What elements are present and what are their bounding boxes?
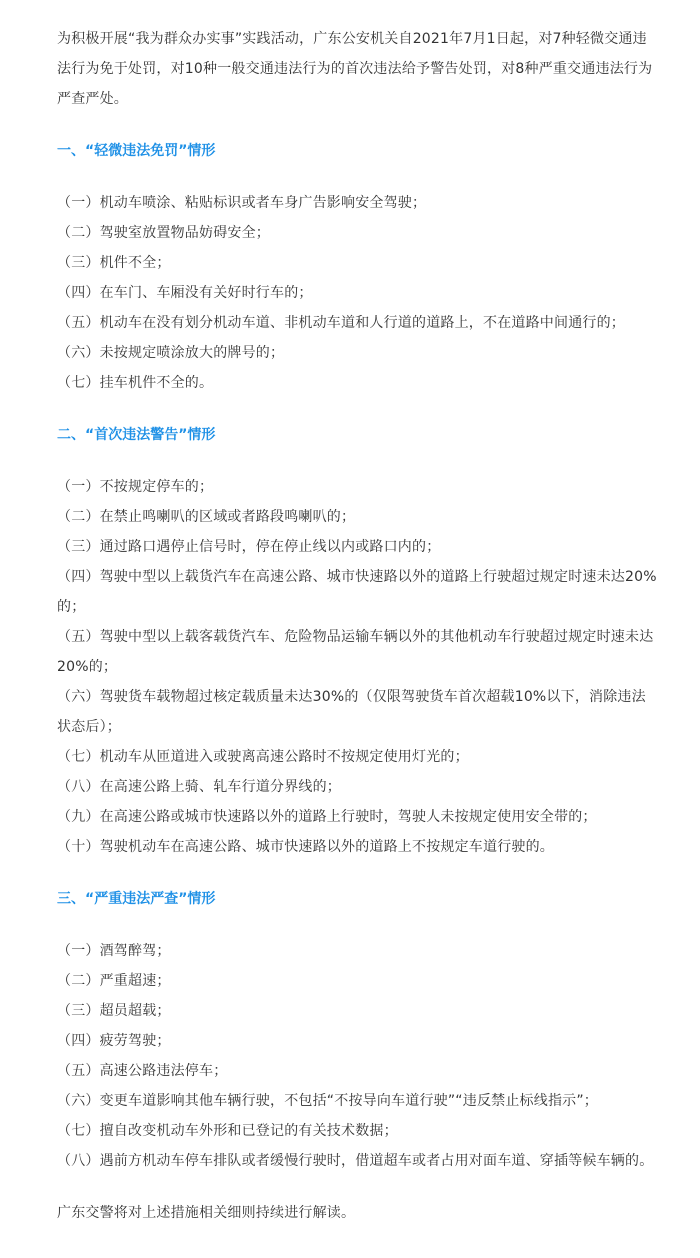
- section-heading-light-violation: 一、“轻微违法免罚”情形: [57, 143, 216, 159]
- list-item: （一）酒驾醉驾；: [57, 943, 171, 959]
- list-item: （五）驾驶中型以上载客载货汽车、危险物品运输车辆以外的其他机动车行驶超过规定时速未达20%的；: [57, 629, 654, 675]
- list-item: （三）超员超载；: [57, 1003, 171, 1019]
- list-item: （四）在车门、车厢没有关好时行车的；: [57, 285, 313, 301]
- list-item: （一）机动车喷涂、粘贴标识或者车身广告影响安全驾驶；: [57, 195, 427, 211]
- list-item: （二）在禁止鸣喇叭的区域或者路段鸣喇叭的；: [57, 509, 356, 525]
- section-list-first-warning: [57, 472, 657, 862]
- list-item: （十）驾驶机动车在高速公路、城市快速路以外的道路上不按规定车道行驶的。: [57, 839, 554, 855]
- list-item: （六）未按规定喷涂放大的牌号的；: [57, 345, 285, 361]
- list-item: （五）高速公路违法停车；: [57, 1063, 228, 1079]
- list-item: （八）在高速公路上骑、轧车行道分界线的；: [57, 779, 341, 795]
- list-item: （九）在高速公路或城市快速路以外的道路上行驶时，驾驶人未按规定使用安全带的；: [57, 809, 597, 825]
- list-item: （六）变更车道影响其他车辆行驶，不包括“不按导向车道行驶”“违反禁止标线指示”；: [57, 1093, 599, 1109]
- list-item: （七）擅自改变机动车外形和已登记的有关技术数据；: [57, 1123, 398, 1139]
- section-list-light-violation: [57, 188, 657, 398]
- closing-paragraph: 广东交警将对上述措施相关细则持续进行解读。: [57, 1205, 356, 1221]
- section-heading-serious-violation: 三、“严重违法严查”情形: [57, 891, 216, 907]
- list-item: （四）疲劳驾驶；: [57, 1033, 171, 1049]
- list-item: （三）通过路口遇停止信号时，停在停止线以内或路口内的；: [57, 539, 441, 555]
- list-item: （二）严重超速；: [57, 973, 171, 989]
- list-item: （七）机动车从匝道进入或驶离高速公路时不按规定使用灯光的；: [57, 749, 469, 765]
- list-item: （二）驾驶室放置物品妨碍安全；: [57, 225, 270, 241]
- list-item: （八）遇前方机动车停车排队或者缓慢行驶时，借道超车或者占用对面车道、穿插等候车辆的。: [57, 1153, 654, 1169]
- intro-paragraph: 为积极开展“我为群众办实事”实践活动，广东公安机关自2021年7月1日起，对7种轻微交通违法行为免于处罚，对10种一般交通违法行为的首次违法给予警告处罚，对8种严重交通违法行为严查严处。: [57, 31, 653, 107]
- list-item: （七）挂车机件不全的。: [57, 375, 214, 391]
- list-item: （一）不按规定停车的；: [57, 479, 214, 495]
- list-item: （六）驾驶货车载物超过核定载质量未达30%的（仅限驾驶货车首次超载10%以下，消除违法状态后）；: [57, 689, 646, 735]
- section-list-serious-violation: [57, 936, 657, 1176]
- article-body: [57, 24, 657, 1228]
- section-heading-first-warning: 二、“首次违法警告”情形: [57, 427, 216, 443]
- list-item: （三）机件不全；: [57, 255, 171, 271]
- list-item: （四）驾驶中型以上载货汽车在高速公路、城市快速路以外的道路上行驶超过规定时速未达20%的；: [57, 569, 657, 615]
- list-item: （五）机动车在没有划分机动车道、非机动车道和人行道的道路上，不在道路中间通行的；: [57, 315, 625, 331]
